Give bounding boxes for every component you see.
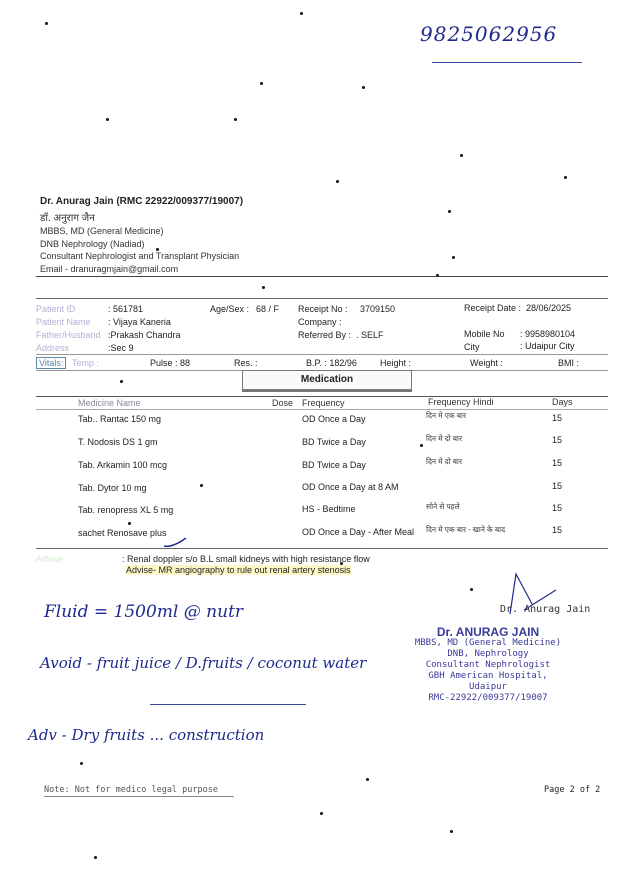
speck xyxy=(452,256,455,259)
advise-line-2: Advise- MR angiography to rule out renal artery stenosis xyxy=(126,565,351,575)
doctor-name: Dr. Anurag Jain (RMC 22922/009377/19007) xyxy=(40,196,244,207)
vitals-temp: Temp : xyxy=(72,358,100,368)
vitals-height: Height : xyxy=(380,358,412,368)
vitals-pulse: Pulse : 88 xyxy=(150,358,191,368)
patient-father-label: Father/Husband xyxy=(36,330,101,340)
phone-underline xyxy=(432,62,582,63)
doctor-email: Email - dranuragmjain@gmail.com xyxy=(40,264,179,274)
med-row-5-frequency: HS - Bedtime xyxy=(302,504,356,514)
city-label: City xyxy=(464,342,480,352)
med-row-3-frequency: BD Twice a Day xyxy=(302,460,366,470)
speck xyxy=(362,86,365,89)
handwritten-note-3: Adv - Dry fruits ... construction xyxy=(28,726,265,744)
speck xyxy=(94,856,97,859)
footer-page: Page 2 of 2 xyxy=(544,785,601,795)
handwritten-note-2: Avoid - fruit juice / D.fruits / coconut water xyxy=(40,654,367,672)
medication-title: Medication xyxy=(242,370,412,392)
advise-label: Advise xyxy=(36,554,64,564)
referred-value: . SELF xyxy=(356,330,384,340)
patient-name-value: : Vijaya Kaneria xyxy=(108,317,171,327)
patient-id-value: : 561781 xyxy=(108,304,144,314)
city-value: : Udaipur City xyxy=(520,341,575,351)
patient-divider-top xyxy=(36,298,608,299)
vitals-weight: Weight : xyxy=(470,358,503,368)
vitals-label: Vitals: xyxy=(36,357,66,369)
mobile-label: Mobile No xyxy=(464,329,505,339)
med-row-1-name: Tab.. Rantac 150 mg xyxy=(78,414,162,424)
stamp-reg: RMC-22922/009377/19007 xyxy=(428,693,548,703)
referred-label: Referred By : xyxy=(298,330,352,340)
med-row-3-hindi: दिन मे दो बार xyxy=(426,457,463,466)
med-row-5-days: 15 xyxy=(552,503,563,513)
med-row-3-days: 15 xyxy=(552,458,563,468)
speck xyxy=(564,176,567,179)
doctor-specialty: DNB Nephrology (Nadiad) xyxy=(40,239,145,249)
med-row-5-name: Tab. renopress XL 5 mg xyxy=(78,505,174,515)
col-dose: Dose xyxy=(272,398,294,408)
vitals-bp: B.P. : 182/96 xyxy=(306,358,357,368)
med-row-6-frequency: OD Once a Day - After Meal xyxy=(302,527,415,537)
speck xyxy=(470,588,473,591)
doctor-name-hindi: डॉ. अनुराग जैन xyxy=(40,213,95,224)
med-row-6-hindi: दिन मे एक बार - खाने के बाद xyxy=(426,525,506,534)
footer-note: Note: Not for medico legal purpose xyxy=(44,785,218,795)
speck xyxy=(200,484,203,487)
receipt-no-value: 3709150 xyxy=(360,304,396,314)
age-sex-value: 68 / F xyxy=(256,304,280,314)
col-frequency-hindi: Frequency Hindi xyxy=(428,397,494,407)
handwritten-note-1: Fluid = 1500ml @ nutr xyxy=(44,602,244,622)
speck xyxy=(45,22,48,25)
speck xyxy=(260,82,263,85)
medication-header-rule-bottom xyxy=(36,409,608,410)
col-days: Days xyxy=(552,397,573,407)
med-row-2-name: T. Nodosis DS 1 gm xyxy=(78,437,158,447)
speck xyxy=(420,444,423,447)
patient-id-label: Patient ID xyxy=(36,304,76,314)
med-row-6-name: sachet Renosave plus xyxy=(78,528,167,538)
med-row-2-frequency: BD Twice a Day xyxy=(302,437,366,447)
patient-name-label: Patient Name xyxy=(36,317,91,327)
speck xyxy=(80,762,83,765)
med-row-2-days: 15 xyxy=(552,435,563,445)
stamp-role: Consultant Nephrologist xyxy=(425,660,551,670)
med-row-3-name: Tab. Arkamin 100 mcg xyxy=(78,460,168,470)
col-frequency: Frequency xyxy=(302,398,345,408)
doctor-stamp xyxy=(408,627,568,704)
med-row-4-name: Tab. Dytor 10 mg xyxy=(78,483,147,493)
handwritten-phone: 9825062956 xyxy=(420,22,558,46)
vitals-divider-top xyxy=(36,354,608,355)
stamp-degree: MBBS, MD (General Medicine) xyxy=(414,638,562,648)
speck xyxy=(300,12,303,15)
speck xyxy=(320,812,323,815)
footer-note-underline xyxy=(44,796,234,797)
col-medicine-name: Medicine Name xyxy=(78,398,141,408)
speck xyxy=(450,830,453,833)
speck xyxy=(120,380,123,383)
med-row-2-hindi: दिन मे दो बार xyxy=(426,434,463,443)
speck xyxy=(106,118,109,121)
vitals-resp: Res. : xyxy=(234,358,258,368)
med-row-1-frequency: OD Once a Day xyxy=(302,414,366,424)
speck xyxy=(262,286,265,289)
med-row-4-frequency: OD Once a Day at 8 AM xyxy=(302,482,399,492)
receipt-date-value: 28/06/2025 xyxy=(526,303,572,313)
advise-divider xyxy=(36,548,608,549)
med-row-1-hindi: दिन मे एक बार xyxy=(426,411,467,420)
mobile-value: : 9958980104 xyxy=(520,329,576,339)
med-row-1-days: 15 xyxy=(552,413,563,423)
patient-address-label: Address xyxy=(36,343,70,353)
doctor-role: Consultant Nephrologist and Transplant Physician xyxy=(40,251,240,261)
medication-header-rule xyxy=(36,396,608,397)
patient-address-value: :Sec 9 xyxy=(108,343,134,353)
receipt-date-label: Receipt Date : xyxy=(464,303,522,313)
handwritten-underline xyxy=(150,704,306,705)
speck xyxy=(336,180,339,183)
company-label: Company : xyxy=(298,317,342,327)
med-row-6-days: 15 xyxy=(552,525,563,535)
doctor-degree: MBBS, MD (General Medicine) xyxy=(40,226,164,236)
stamp-hospital: GBH American Hospital, Udaipur xyxy=(428,671,548,692)
vitals-bmi: BMI : xyxy=(558,358,580,368)
header-divider xyxy=(36,276,608,277)
stamp-name: Dr. ANURAG JAIN xyxy=(436,625,540,639)
speck xyxy=(128,522,131,525)
med-row-4-days: 15 xyxy=(552,481,563,491)
signature-print: Dr. Anurag Jain xyxy=(500,604,591,615)
receipt-no-label: Receipt No : xyxy=(298,304,348,314)
age-sex-label: Age/Sex : xyxy=(210,304,250,314)
patient-father-value: :Prakash Chandra xyxy=(108,330,181,340)
speck xyxy=(448,210,451,213)
speck xyxy=(366,778,369,781)
med-row-5-hindi: सोने से पहले xyxy=(426,502,460,511)
stamp-dnb: DNB, Nephrology xyxy=(447,649,529,659)
speck xyxy=(234,118,237,121)
advise-line-1: : Renal doppler s/o B.L small kidneys with high resistance flow xyxy=(122,554,370,564)
speck xyxy=(460,154,463,157)
